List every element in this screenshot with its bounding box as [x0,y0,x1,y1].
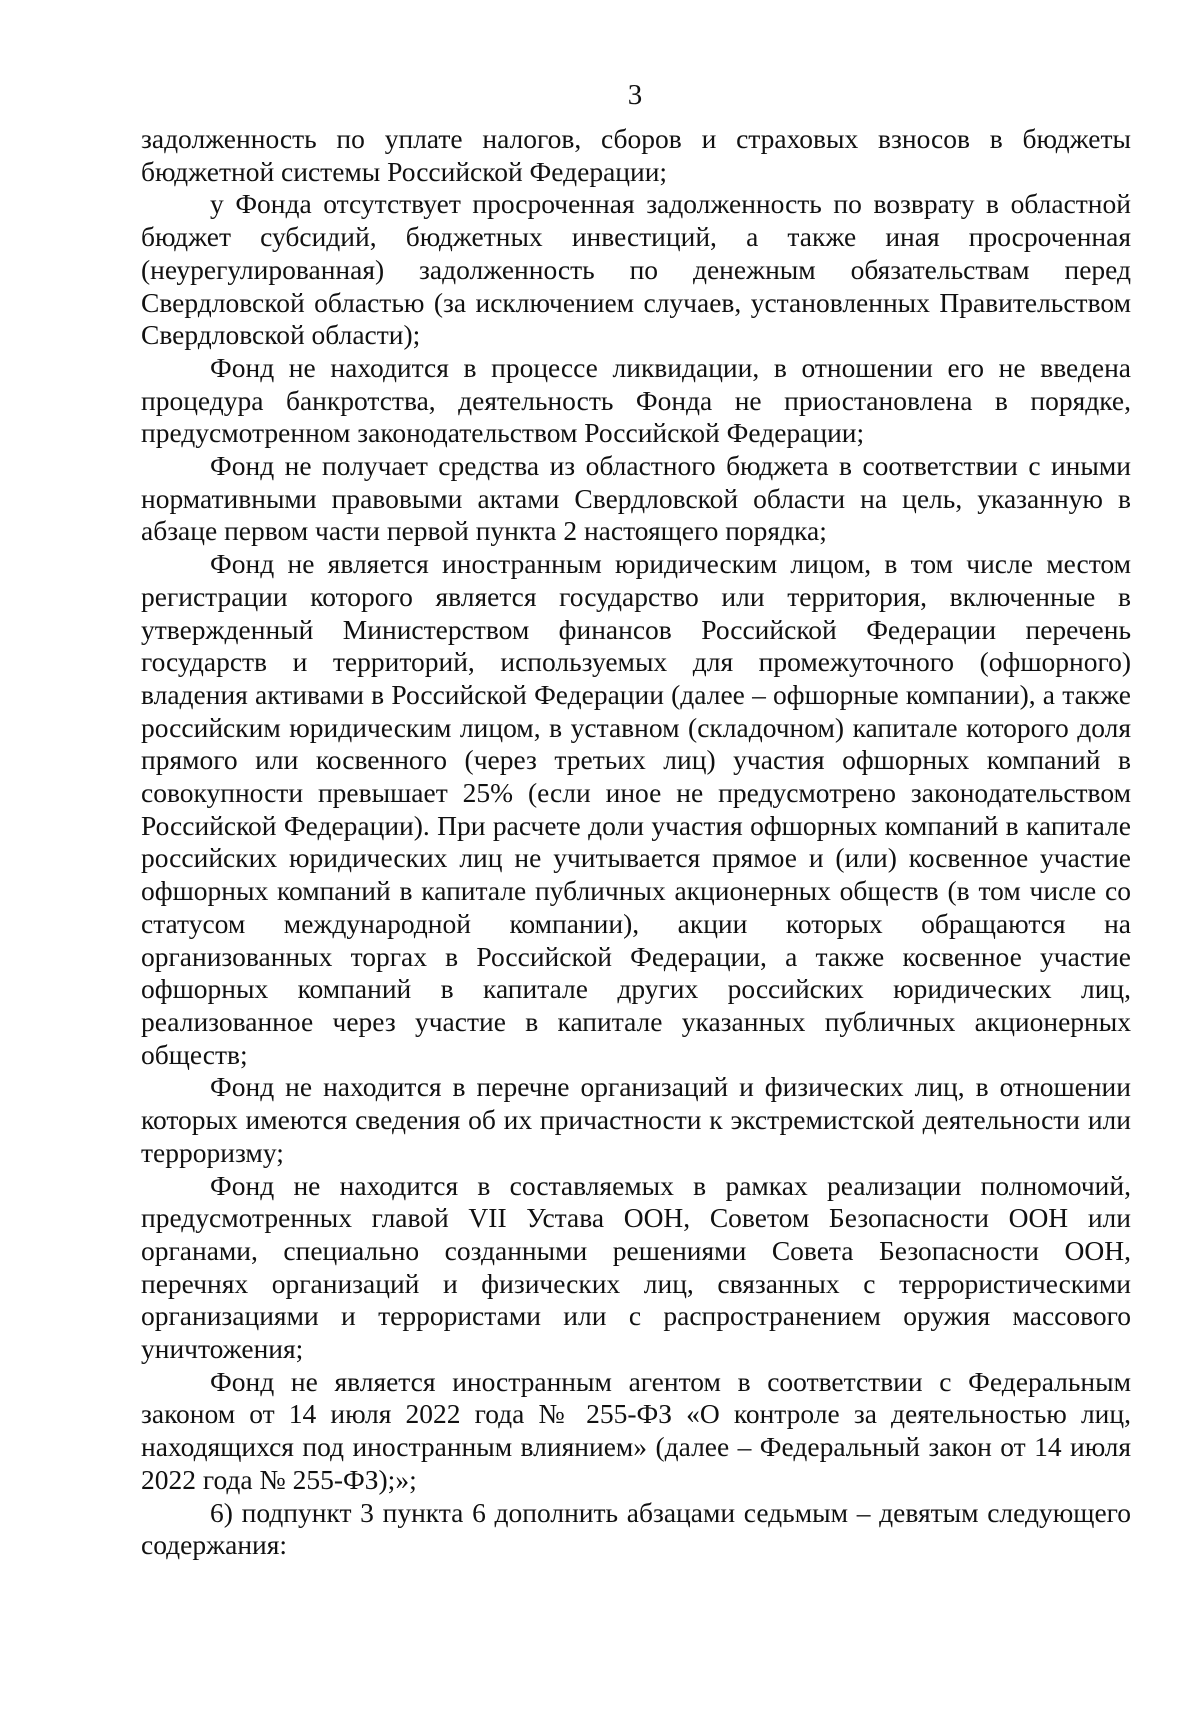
document-body [141,123,1131,1562]
paragraph-no-other-funds: Фонд не получает средства из областного бюджета в соответствии с иными нормативными правовыми актами Свердловской области на цель, указанную в абзаце первом части первой пункта 2 настоящего порядка; [141,450,1131,547]
paragraph-not-foreign-entity: Фонд не является иностранным юридическим лицом, в том числе местом регистрации которого является государство или территория, включенные в утвержденный Министерством финансов Российской Федерации перечень государств и территорий, используемых для промежуточного (офшорного) владения активами в Российской Федерации (далее – офшорные компании), а также российским юридическим лицом, в уставном (складочном) капитале которого доля прямого или косвенного (через третьих лиц) участия офшорных компаний в совокупности превышает 25% (если иное не предусмотрено законодательством Российской Федерации). При расчете доли участия офшорных компаний в капитале российских юридических лиц не учитывается прямое и (или) косвенное участие офшорных компаний в капитале публичных акционерных обществ (в том числе со статусом международной компании), акции которых обращаются на организованных торгах в Российской Федерации, а также косвенное участие офшорных компаний в капитале других российских юридических лиц, реализованное через участие в капитале указанных публичных акционерных обществ; [141,548,1131,1070]
paragraph-amendment-6: 6) подпункт 3 пункта 6 дополнить абзацами седьмым – девятым следующего содержания: [141,1496,1131,1561]
paragraph-not-foreign-agent: Фонд не является иностранным агентом в соответствии с Федеральным законом от 14 июля 2022 года № 255-ФЗ «О контроле за деятельностью лиц, находящихся под иностранным влиянием» (далее – Федеральный закон от 14 июля 2022 года № 255-ФЗ);»; [141,1365,1131,1495]
paragraph-not-in-liquidation: Фонд не находится в процессе ликвидации, в отношении его не введена процедура банкротства, деятельность Фонда не приостановлена в порядке, предусмотренном законодательством Российской Федерации; [141,351,1131,449]
paragraph-not-extremist-list: Фонд не находится в перечне организаций и физических лиц, в отношении которых имеются сведения об их причастности к экстремистской деятельности или терроризму; [141,1071,1131,1168]
paragraph-debt-continuation: задолженность по уплате налогов, сборов и страховых взносов в бюджеты бюджетной системы Российской Федерации; [141,123,1131,187]
page-number: 3 [627,79,643,111]
paragraph-no-overdue-debt: у Фонда отсутствует просроченная задолженность по возврату в областной бюджет субсидий, бюджетных инвестиций, а также иная просроченная (неурегулированная) задолженность по денежным обязательствам перед Свердловской областью (за исключением случаев, установленных Правительством Свердловской области); [141,188,1131,351]
paragraph-not-un-list: Фонд не находится в составляемых в рамках реализации полномочий, предусмотренных главой VII Устава ООН, Советом Безопасности ООН или органами, специально созданными решениями Совета Безопасности ООН, перечнях организаций и физических лиц, связанных с террористическими организациями и террористами или с распространением оружия массового уничтожения; [141,1169,1131,1365]
